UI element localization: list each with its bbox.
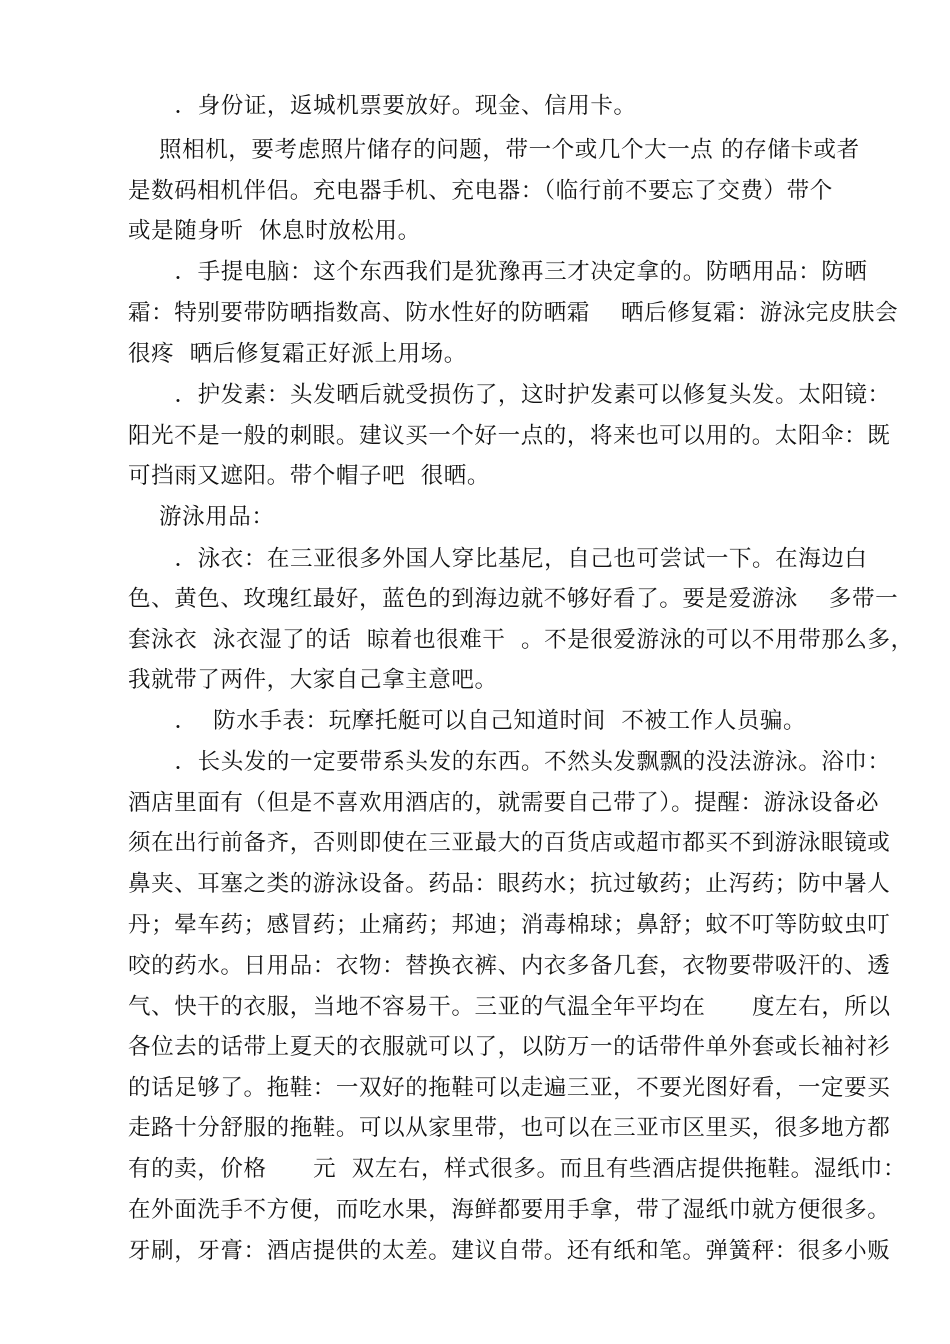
text-line: 色、黄色、玫瑰红最好，蓝色的到海边就不够好看了。要是爱游泳 多带一 [128, 586, 899, 612]
text-line: ．护发素：头发晒后就受损伤了，这时护发素可以修复头发。太阳镜： [128, 382, 891, 408]
text-line: 我就带了两件，大家自己拿主意吧。 [128, 667, 498, 693]
text-line: 可挡雨又遮阳。带个帽子吧 很晒。 [128, 463, 491, 489]
text-line: ．泳衣：在三亚很多外国人穿比基尼，自己也可尝试一下。在海边白 [128, 546, 868, 572]
text-line: 是数码相机伴侣。充电器手机、充电器：（临行前不要忘了交费）带个 [128, 178, 833, 204]
text-line: 照相机，要考虑照片储存的问题，带一个或几个大一点 的存储卡或者 [128, 137, 860, 163]
text-line: 游泳用品： [128, 504, 275, 530]
text-line: 咬的药水。日用品：衣物：替换衣裤、内衣多备几套，衣物要带吸汗的、透 [128, 953, 891, 979]
text-line: 在外面洗手不方便，而吃水果，海鲜都要用手拿，带了湿纸巾就方便很多。 [128, 1197, 891, 1223]
text-line: 牙刷，牙膏：酒店提供的太差。建议自带。还有纸和笔。弹簧秤：很多小贩 [128, 1238, 891, 1264]
text-line: 酒店里面有（但是不喜欢用酒店的，就需要自己带了）。提醒：游泳设备必 [128, 790, 880, 816]
text-line: ．手提电脑：这个东西我们是犹豫再三才决定拿的。防晒用品：防晒 [128, 259, 868, 285]
text-line: 套泳衣 泳衣湿了的话 晾着也很难干 。不是很爱游泳的可以不用带那么多， [128, 627, 914, 653]
text-line: ．长头发的一定要带系头发的东西。不然头发飘飘的没法游泳。浴巾： [128, 749, 891, 775]
text-line: 须在出行前备齐，否则即使在三亚最大的百货店或超市都买不到游泳眼镜或 [128, 830, 891, 856]
text-line: ． 防水手表：玩摩托艇可以自己知道时间 不被工作人员骗。 [128, 708, 807, 734]
text-line: 有的卖，价格 元 双左右，样式很多。而且有些酒店提供拖鞋。湿纸巾： [128, 1156, 907, 1182]
text-line: 霜：特别要带防晒指数高、防水性好的防晒霜 晒后修复霜：游泳完皮肤会 [128, 300, 899, 326]
text-line: 或是随身听 休息时放松用。 [128, 218, 421, 244]
text-line: 气、快干的衣服，当地不容易干。三亚的气温全年平均在 度左右，所以 [128, 994, 891, 1020]
text-line: 的话足够了。拖鞋：一双好的拖鞋可以走遍三亚，不要光图好看，一定要买 [128, 1075, 891, 1101]
text-line: 阳光不是一般的刺眼。建议买一个好一点的，将来也可以用的。太阳伞：既 [128, 423, 891, 449]
text-line: 丹；晕车药；感冒药；止痛药；邦迪；消毒棉球；鼻舒；蚊不叮等防蚊虫叮 [128, 912, 891, 938]
text-line: 各位去的话带上夏天的衣服就可以了，以防万一的话带件单外套或长袖衬衫 [128, 1034, 891, 1060]
text-line: 鼻夹、耳塞之类的游泳设备。药品：眼药水；抗过敏药；止泻药；防中暑人 [128, 871, 891, 897]
text-line: 走路十分舒服的拖鞋。可以从家里带，也可以在三亚市区里买，很多地方都 [128, 1115, 891, 1141]
text-line: ．身份证，返城机票要放好。现金、信用卡。 [128, 93, 637, 119]
text-line: 很疼 晒后修复霜正好派上用场。 [128, 341, 467, 367]
